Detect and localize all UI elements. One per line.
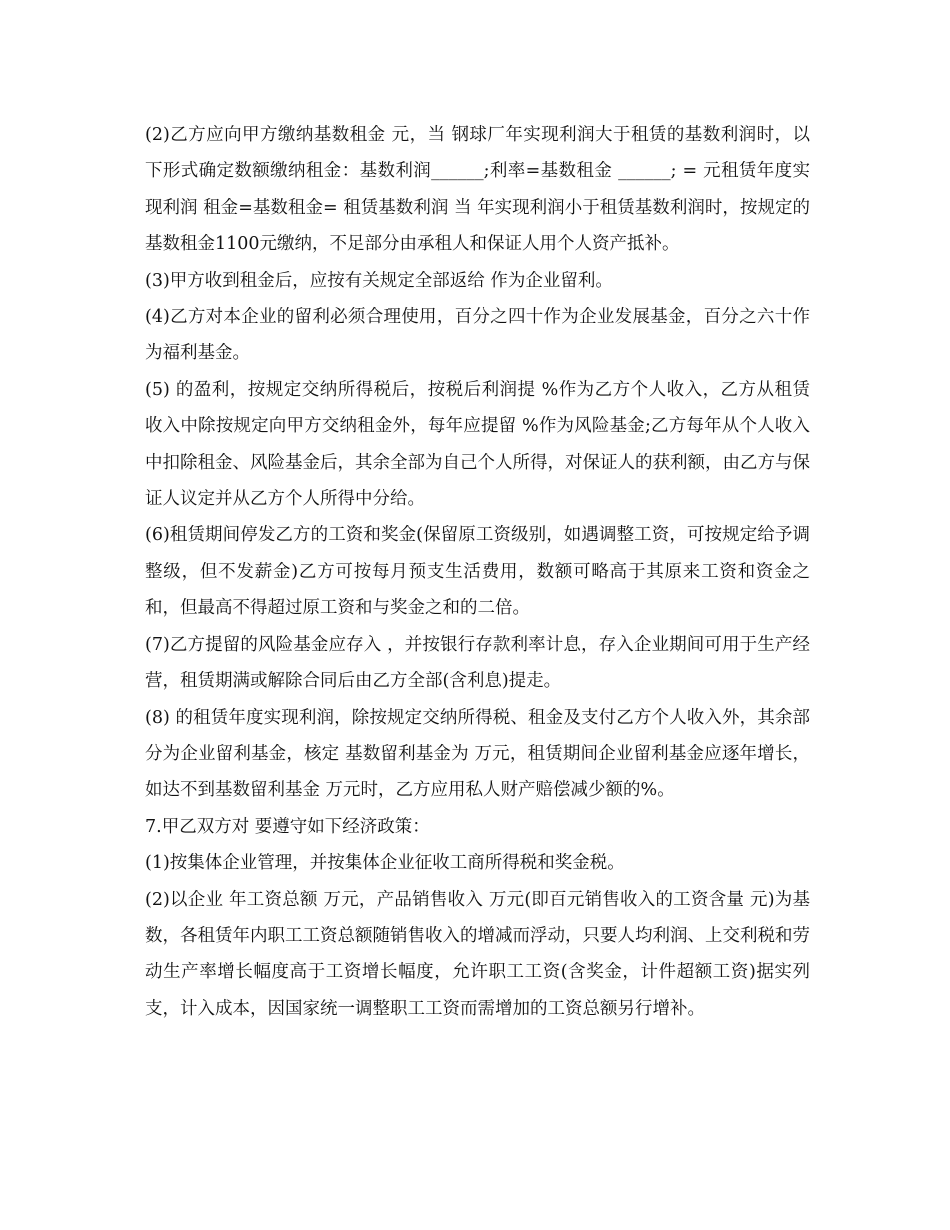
- paragraph-7-risk-fund: (7)乙方提留的风险基金应存入 ，并按银行存款利率计息，存入企业期间可用于生产经营，租赁期满或解除合同后由乙方全部(含利息)提走。: [145, 634, 810, 692]
- policy-1-collective-management: (1)按集体企业管理，并按集体企业征收工商所得税和奖金税。: [145, 853, 625, 874]
- paragraph-6-salary-suspension: (6)租赁期间停发乙方的工资和奖金(保留原工资级别，如遇调整工资，可按规定给予调整级，但不发薪金)乙方可按每月预支生活费用，数额可略高于其原来工资和资金之和，但最高不得超过原工资和与奖金之和的二倍。: [145, 525, 810, 619]
- policy-2-wage-base: (2)以企业 年工资总额 万元，产品销售收入 万元(即百元销售收入的工资含量 元)为基数，各租赁年内职工工资总额随销售收入的增减而浮动，只要人均利润、上交利税和劳动生产率增长幅度高于工资增长幅度，允许职工工资(含奖金，计件超额工资)据实列支，计入成本，因国家统一调整职工工资而需增加的工资总额另行增补。: [145, 889, 810, 1019]
- paragraph-2-base-rent: (2)乙方应向甲方缴纳基数租金 元，当 钢球厂年实现利润大于租赁的基数利润时，以下形式确定数额缴纳租金：基数利润______;利率=基数租金 ______; = 元租赁年度实现利润 租金=基数租金= 租赁基数利润 当 年实现利润小于租赁基数利润时，按规定的基数租金1100元缴纳，不足部分由承租人和保证人用个人资产抵补。: [145, 125, 810, 255]
- document-body: [145, 117, 810, 1027]
- paragraph-3-rent-return: (3)甲方收到租金后，应按有关规定全部返给 作为企业留利。: [145, 270, 613, 291]
- paragraph-8-retained-profit-fund: (8) 的租赁年度实现利润，除按规定交纳所得税、租金及支付乙方个人收入外，其余部分为企业留利基金，核定 基数留利基金为 万元，租赁期间企业留利基金应逐年增长，如达不到基数留利基金 万元时，乙方应用私人财产赔偿减少额的%。: [145, 707, 810, 801]
- paragraph-5-profit-distribution: (5) 的盈利，按规定交纳所得税后，按税后利润提 %作为乙方个人收入，乙方从租赁收入中除按规定向甲方交纳租金外，每年应提留 %作为风险基金;乙方每年从个人收入中扣除租金、风险基金后，其余全部为自己个人所得，对保证人的获利额，由乙方与保证人议定并从乙方个人所得中分给。: [145, 379, 810, 510]
- section-7-heading: 7.甲乙双方对 要遵守如下经济政策：: [145, 816, 430, 837]
- paragraph-4-retained-profit-use: (4)乙方对本企业的留利必须合理使用，百分之四十作为企业发展基金，百分之六十作为福利基金。: [145, 307, 810, 364]
